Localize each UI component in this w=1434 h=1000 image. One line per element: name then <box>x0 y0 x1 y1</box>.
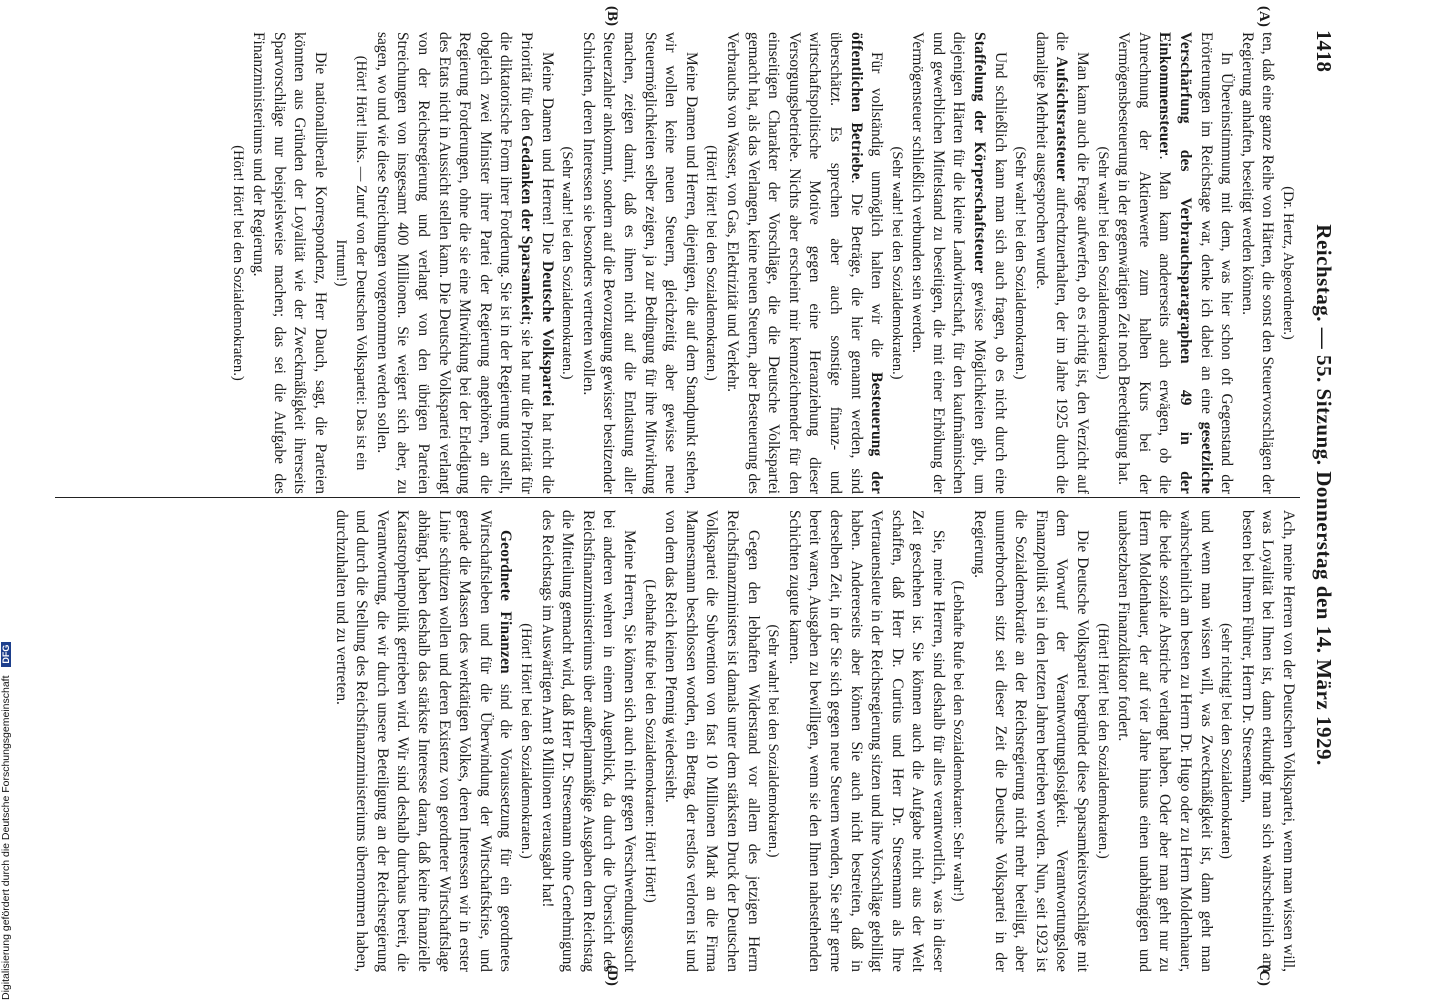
paragraph: Geordnete Finanzen sind die Voraussetzung für ein geordnetes Wirtschaftsleben und für die Überwindung der Wirtschaftskrise, und gerade die Massen des werktätigen Volkes, deren Interessen wir in erster Linie schützen wollen und deren Existenz von geordneter Wirtschaftslage abhängt, haben deshalb das stärkste Interesse daran, daß keine finanzielle Katastrophenpolitik getrieben wird. Wir sind deshalb durchaus bereit, die Verantwortung, die wir durch unsere Beteiligung an der Reichsregierung und durch die Stellung des Reichsfinanzministeriums übernommen haben, durchzuhalten und zu vertreten. <box>332 510 515 972</box>
interjection: (Hört! Hört! bei den Sozialdemokraten.) <box>229 145 246 381</box>
paragraph: Meine Damen und Herren! Die Deutsche Volkspartei hat nicht die Priorität für den Gedanken der Sparsamkeit; sie hat nur die Priorität für die diktatorische Form ihrer Forderung. Sie ist in der Regierung und stellt, obgleich zwei Minister ihrer Partei der Regierung angehören, an die Regierung Forderungen, ohne die sie eine Mitwirkung bei der Erledigung des Etats nicht in Aussicht stellen kann. Die Deutsche Volkspartei verlangt von der Reichsregierung und verlangt von den übrigen Parteien Streichungen von insgesamt 400 Millionen. Sie weigert sich aber, zu sagen, wo und wie diese Streichungen vorgenommen werden sollen. <box>373 32 556 495</box>
interjection: (Lebhafte Rufe bei den Sozialdemokraten: Sehr wahr!) <box>950 580 967 902</box>
paragraph: Für vollständig unmöglich halten wir die Besteuerung der öffentlichen Betriebe. Die Beträge, die hier genannt werden, sind überschätzt. Es sprechen aber auch sonstige finanz- und wirtschaftspolitische Motive gegen eine Heranziehung dieser Versorgungsbetriebe. Nichts aber erscheint mir kennzeichnender für den einseitigen Charakter der Vorschläge, die die Deutsche Volkspartei gemacht hat, als das Verlangen, keine neuen Steuern, aber Besteuerung des Verbrauchs von Wasser, von Gas, Elektrizität und Verkehr. <box>723 32 886 495</box>
speaker-line: (Dr. Hertz, Abgeordneter.) <box>1280 186 1296 340</box>
interjection: (Lebhafte Rufe bei den Sozialdemokraten: Hört! Hört!) <box>641 579 658 903</box>
dfg-logo: DFG <box>1 642 11 667</box>
interjection: (Sehr wahr! bei den Sozialdemokraten.) <box>765 624 782 858</box>
paragraph: Meine Damen und Herren, diejenigen, die auf dem Standpunkt stehen, wir wollen keine neuen Steuern, gleichzeitig aber gewisse neue Steuermöglichkeiten selber zeigen, ja zur Bedingung für ihre Mitwirkung machen, zeigen damit, daß es ihnen nicht auf die Entlastung aller Steuerzahler ankommt, sondern auf die Bevorzugung gewisser besitzender Schichten, deren Interessen sie besonders vertreten wollen. <box>579 32 700 494</box>
paragraph: ten, daß eine ganze Reihe von Härten, die sonst den Steuervorschlägen der Regierung anhaften, beseitigt werden können. <box>1238 32 1277 494</box>
page-number: 1418 <box>1312 30 1336 72</box>
interjection: (Sehr wahr! bei den Sozialdemokraten.) <box>888 146 905 380</box>
margin-marker-a: (A) <box>1256 6 1272 27</box>
paragraph: Die Deutsche Volkspartei begründet diese Sparsamkeitsvorschläge mit dem Vorwurf der Verantwortungslosigkeit. Verantwortungslose Finanzpolitik sei in den letzten Jahren betrieben worden. Nun, seit 1923 ist die Sozialdemokratie an der Reichsregierung nicht mehr beteiligt, aber ununterbrochen sitzt seit dieser Zeit die Deutsche Volkspartei in der Regierung. <box>971 510 1092 972</box>
interjection: (sehr richtig! bei den Sozialdemokraten) <box>1218 623 1235 859</box>
paragraph: Gegen den lebhaften Widerstand vor allem des jetzigen Herrn Reichsfinanzministers ist damals unter dem stärksten Druck der Deutschen Volkspartei die Subvention von fast 10 Millionen Mark an die Firma Mannesmann beschlossen worden, ein Betrag, der restlos verloren ist und von dem das Reich keinen Pfennig wiedersieht. <box>662 510 762 972</box>
paragraph: Und schließlich kann man sich auch fragen, ob es nicht durch eine Staffelung der Körperschaftsteuer gewisse Möglichkeiten gibt, um diejenigen Härten für die kleine Landwirtschaft, für den kaufmännischen und gewerblichen Mittelstand zu beseitigen, die mit einer Erhöhung der Vermögensteuer schließlich verbunden sein werden. <box>909 32 1009 494</box>
interjection: (Sehr wahr! bei den Sozialdemokraten.) <box>1012 146 1029 380</box>
interjection: (Hört! Hört! bei den Sozialdemokraten.) <box>1094 623 1111 859</box>
column-divider <box>55 497 1300 498</box>
left-column <box>227 32 1298 494</box>
paragraph: Sie, meine Herren, sind deshalb für alles verantwortlich, was in dieser Zeit geschehen ist. Sie können auch die Aufgabe nicht aus der Welt schaffen, daß Herr Dr. Curtius und Herr Dr. Stresemann als Ihre Vertrauensleute in der Reichsregierung sitzen und ihre Vorschläge gebilligt haben. Andererseits aber können Sie auch nicht bestreiten, daß in derselben Zeit, in der Sie sich gegen neue Steuern wenden, Sie sehr gerne bereit waren, Ausgaben zu bewilligen, wenn sie den Ihnen nahestehenden Schichten zugute kamen. <box>785 510 947 972</box>
interjection: (Sehr wahr! bei den Sozialdemokraten.) <box>559 146 576 380</box>
paragraph: Meine Herren, Sie können sich auch nicht gegen Verschwendungssucht bei anderen wehren in einem Augenblick, da durch die Übersicht des Reichsfinanzministeriums über außerplanmäßige Ausgaben dem Reichstag die Mitteilung gemacht wird, daß Herr Dr. Stresemann ohne Genehmigung des Reichstags im Auswärtigen Amt 8 Millionen verausgabt hat! <box>538 510 638 972</box>
right-column <box>330 510 1298 972</box>
paragraph: Ach, meine Herren von der Deutschen Volkspartei, wenn man wissen will, was Loyalität bei Ihnen ist, dann erkundigt man sich wahrscheinlich am besten bei Ihrem Führer, Herrn Dr. Stresemann, <box>1238 510 1297 972</box>
paragraph: In Übereinstimmung mit dem, was hier schon oft Gegenstand der Erörterungen im Reichstage war, denke ich dabei an eine gesetzliche Verschärfung des Verbrauchsparagraphen 49 in der Einkommensteuer. Man kann andererseits auch erwägen, ob die Anrechnung der Aktienwerte zum halben Kurs bei der Vermögensbesteuerung in der gegenwärtigen Zeit noch Berechtigung hat. <box>1115 32 1236 494</box>
interjection: (Hört! Hört! links. — Zuruf von der Deutschen Volkspartei: Das ist ein Irrtum!) <box>332 55 370 471</box>
interjection: (Hört! Hört! bei den Sozialdemokraten.) <box>518 623 535 859</box>
page-title: Reichstag. — 55. Sitzung. Donnerstag den 14. März 1929. <box>1312 224 1336 766</box>
page-header <box>1306 20 1336 970</box>
paragraph: Die nationalliberale Korrespondenz, Herr Dauch, sagt, die Parteien könnten aus Gründen der Loyalität wie der Zweckmäßigkeit ihrerseits Sparvorschläge nur beispielsweise machen; das sei die Aufgabe des Finanzministeriums und der Regierung. <box>250 32 330 494</box>
interjection: (Sehr wahr! bei den Sozialdemokraten.) <box>1094 146 1111 380</box>
interjection: (Hört! Hört! bei den Sozialdemokraten.) <box>703 145 720 381</box>
margin-marker-b: (B) <box>604 6 620 26</box>
paragraph: und wenn man wissen will, was Zweckmäßigkeit ist, dann geht man wahrscheinlich am besten zu Herrn Dr. Hugo oder zu Herrn Moldenhauer, die beide soziale Abstriche verlangt haben. Oder aber man geht nur zu Herrn Moldenhauer, der auf vier Jahre hinaus einen unabhängigen und unabsetzbaren Finanzdiktator fordert. <box>1115 510 1215 972</box>
credit-text: Digitalisierung gefördert durch die Deutsche Forschungsgemeinschaft <box>0 675 12 1000</box>
margin-marker-c: (C) <box>1256 965 1272 986</box>
margin-marker-d: (D) <box>604 965 620 986</box>
paragraph: Man kann auch die Frage aufwerfen, ob es richtig ist, den Verzicht auf die Aufsichtsratsteuer aufrechtzuerhalten, der im Jahre 1925 durch die damalige Mehrheit ausgesprochen wurde. <box>1032 32 1092 495</box>
